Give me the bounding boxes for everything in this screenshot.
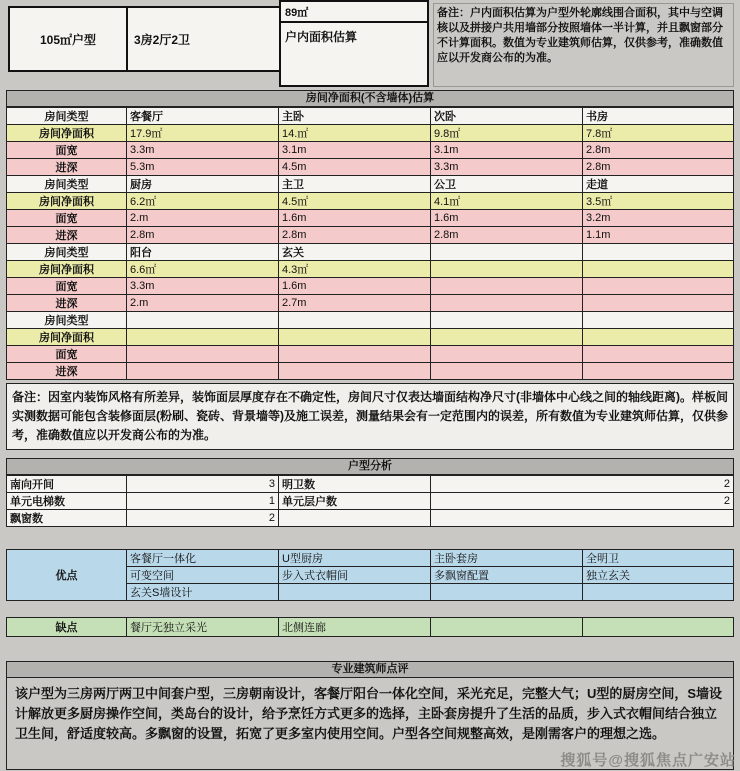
room-cell: 走道 (583, 176, 734, 193)
room-cell: 2.8m (431, 227, 583, 244)
room-cell (127, 329, 279, 346)
room-cell: 2.8m (583, 142, 734, 159)
room-cell: 4.1㎡ (431, 193, 583, 210)
room-cell (127, 346, 279, 363)
analysis-label: 飘窗数 (7, 510, 127, 527)
pros-table (6, 549, 734, 601)
room-cell (279, 329, 431, 346)
room-cell: 2.8m (279, 227, 431, 244)
room-cell: 2.m (127, 295, 279, 312)
room-cell (583, 244, 734, 261)
room-cell (583, 278, 734, 295)
room-table-body (7, 108, 734, 380)
room-row-area (7, 329, 734, 346)
room-row-label: 进深 (7, 159, 127, 176)
room-row-depth (7, 363, 734, 380)
analysis-section-title: 户型分析 (6, 458, 734, 475)
room-cell (279, 363, 431, 380)
room-row-area (7, 193, 734, 210)
top-header (6, 0, 734, 90)
pros-cell: 步入式衣帽间 (279, 567, 431, 584)
pros-cell: 主卧套房 (431, 550, 583, 567)
room-row-label: 房间净面积 (7, 125, 127, 142)
room-cell: 17.9㎡ (127, 125, 279, 142)
room-cell: 主卧 (279, 108, 431, 125)
unit-size-title: 105㎡户型 (8, 6, 128, 72)
room-cell: 3.3m (127, 278, 279, 295)
room-row-label: 房间类型 (7, 312, 127, 329)
analysis-value: 3 (127, 476, 279, 493)
room-row-label: 面宽 (7, 210, 127, 227)
room-cell: 1.1m (583, 227, 734, 244)
room-cell: 4.3㎡ (279, 261, 431, 278)
analysis-table (6, 475, 734, 527)
analysis-value (431, 510, 734, 527)
cons-cell (431, 618, 583, 637)
architect-review: 该户型为三房两厅两卫中间套户型，三房朝南设计，客餐厅阳台一体化空间，采光充足，完整大气；U型的厨房空间，S墙设计解放更多厨房操作空间，类岛台的设计，给予烹饪方式更多的选择，主卧套房提升了生活的品质，步入式衣帽间结合独立卫生间，舒适度较高。多飘窗的设置，拓宽了更多室内使用空间。户型各空间规整高效，是刚需客户的理想之选。 (6, 678, 734, 770)
cons-cell (583, 618, 734, 637)
room-cell: 3.2m (583, 210, 734, 227)
analysis-label (279, 510, 431, 527)
room-row-label: 房间净面积 (7, 329, 127, 346)
analysis-label: 明卫数 (279, 476, 431, 493)
room-cell: 7.8㎡ (583, 125, 734, 142)
room-row-width (7, 278, 734, 295)
room-cell: 2.8m (583, 159, 734, 176)
room-cell: 1.6m (431, 210, 583, 227)
room-row-label: 房间类型 (7, 244, 127, 261)
inner-area-box (279, 0, 429, 87)
room-row-label: 进深 (7, 295, 127, 312)
pros-cell: U型厨房 (279, 550, 431, 567)
room-row-area (7, 261, 734, 278)
room-cell (583, 295, 734, 312)
room-row-label: 面宽 (7, 142, 127, 159)
analysis-value: 2 (431, 476, 734, 493)
cons-table-body (7, 618, 734, 637)
room-cell: 2.8m (127, 227, 279, 244)
analysis-row (7, 476, 734, 493)
room-row-label: 面宽 (7, 346, 127, 363)
analysis-row (7, 510, 734, 527)
room-cell: 厨房 (127, 176, 279, 193)
room-row-depth (7, 159, 734, 176)
room-cell (431, 329, 583, 346)
pros-cell (431, 584, 583, 601)
room-row-label: 房间净面积 (7, 193, 127, 210)
room-row-width (7, 142, 734, 159)
room-cell (431, 346, 583, 363)
room-row-type (7, 176, 734, 193)
room-cell (431, 278, 583, 295)
room-cell: 6.6㎡ (127, 261, 279, 278)
room-row-label: 房间类型 (7, 108, 127, 125)
room-cell: 2.m (127, 210, 279, 227)
room-row-label: 房间净面积 (7, 261, 127, 278)
analysis-value: 1 (127, 493, 279, 510)
pros-row (7, 550, 734, 567)
room-cell: 14.㎡ (279, 125, 431, 142)
room-row-depth (7, 227, 734, 244)
pros-cell: 玄关S墙设计 (127, 584, 279, 601)
header-note: 备注：户内面积估算为户型外轮廓线围合面积，其中与空调核以及拼接户共用墙部分按照墙体一半计算，并且飘窗部分不计算面积。数值为专业建筑师估算，仅供参考，准确数值应以开发商公布的为准。 (433, 3, 734, 87)
analysis-value: 2 (431, 493, 734, 510)
room-cell: 3.1m (279, 142, 431, 159)
pros-cell: 独立玄关 (583, 567, 734, 584)
cons-label: 缺点 (7, 618, 127, 637)
measurement-note: 备注：因室内装饰风格有所差异，装饰面层厚度存在不确定性，房间尺寸仅表达墙面结构净尺寸(非墙体中心线之间的轴线距离)。样板间实测数据可能包含装修面层(粉刷、瓷砖、背景墙等)及施工误差，测量结果会有一定范围内的误差，所有数值为专业建筑师估算，仅供参考，准确数值应以开发商公布的为准。 (6, 383, 734, 450)
room-cell: 5.3m (127, 159, 279, 176)
room-cell (583, 261, 734, 278)
watermark: 搜狐号@搜狐焦点广安站 (560, 752, 736, 769)
room-cell: 公卫 (431, 176, 583, 193)
room-cell (431, 312, 583, 329)
room-cell: 主卫 (279, 176, 431, 193)
room-row-label: 房间类型 (7, 176, 127, 193)
room-cell (431, 363, 583, 380)
room-cell: 阳台 (127, 244, 279, 261)
room-cell: 1.6m (279, 278, 431, 295)
room-row-area (7, 125, 734, 142)
room-cell (431, 295, 583, 312)
analysis-value: 2 (127, 510, 279, 527)
room-cell: 1.6m (279, 210, 431, 227)
pros-table-body (7, 550, 734, 601)
room-cell: 3.5㎡ (583, 193, 734, 210)
room-cell (431, 244, 583, 261)
room-cell: 3.1m (431, 142, 583, 159)
room-row-width (7, 210, 734, 227)
analysis-row (7, 493, 734, 510)
pros-cell (279, 584, 431, 601)
room-cell: 4.5m (279, 159, 431, 176)
pros-cell: 全明卫 (583, 550, 734, 567)
room-cell (583, 312, 734, 329)
room-cell (279, 312, 431, 329)
inner-area-value: 89㎡ (281, 2, 427, 23)
cons-table (6, 617, 734, 637)
room-cell (583, 346, 734, 363)
room-cell: 9.8㎡ (431, 125, 583, 142)
room-cell: 次卧 (431, 108, 583, 125)
room-cell (279, 346, 431, 363)
pros-cell: 客餐厅一体化 (127, 550, 279, 567)
cons-row (7, 618, 734, 637)
cons-cell: 北侧连廊 (279, 618, 431, 637)
room-cell: 书房 (583, 108, 734, 125)
pros-cell: 可变空间 (127, 567, 279, 584)
room-row-type (7, 312, 734, 329)
cons-cell: 餐厅无独立采光 (127, 618, 279, 637)
room-cell: 2.7m (279, 295, 431, 312)
room-row-type (7, 108, 734, 125)
pros-cell: 多飘窗配置 (431, 567, 583, 584)
room-cell (431, 261, 583, 278)
room-cell: 3.3m (431, 159, 583, 176)
analysis-label: 南向开间 (7, 476, 127, 493)
room-count-title: 3房2厅2卫 (126, 6, 281, 72)
room-cell (127, 312, 279, 329)
inner-area-caption: 户内面积估算 (285, 30, 358, 44)
room-cell (127, 363, 279, 380)
room-row-label: 面宽 (7, 278, 127, 295)
room-cell: 3.3m (127, 142, 279, 159)
review-section-title: 专业建筑师点评 (6, 661, 734, 678)
analysis-label: 单元电梯数 (7, 493, 127, 510)
room-cell (583, 329, 734, 346)
room-cell: 客餐厅 (127, 108, 279, 125)
room-area-section-title: 房间净面积(不含墙体)估算 (6, 90, 734, 107)
room-row-width (7, 346, 734, 363)
room-cell (583, 363, 734, 380)
room-row-type (7, 244, 734, 261)
analysis-table-body (7, 476, 734, 527)
pros-cell (583, 584, 734, 601)
room-row-depth (7, 295, 734, 312)
room-cell: 4.5㎡ (279, 193, 431, 210)
room-table (6, 107, 734, 380)
room-row-label: 进深 (7, 227, 127, 244)
analysis-label: 单元层户数 (279, 493, 431, 510)
pros-label: 优点 (7, 550, 127, 601)
room-cell: 玄关 (279, 244, 431, 261)
room-row-label: 进深 (7, 363, 127, 380)
room-cell: 6.2㎡ (127, 193, 279, 210)
